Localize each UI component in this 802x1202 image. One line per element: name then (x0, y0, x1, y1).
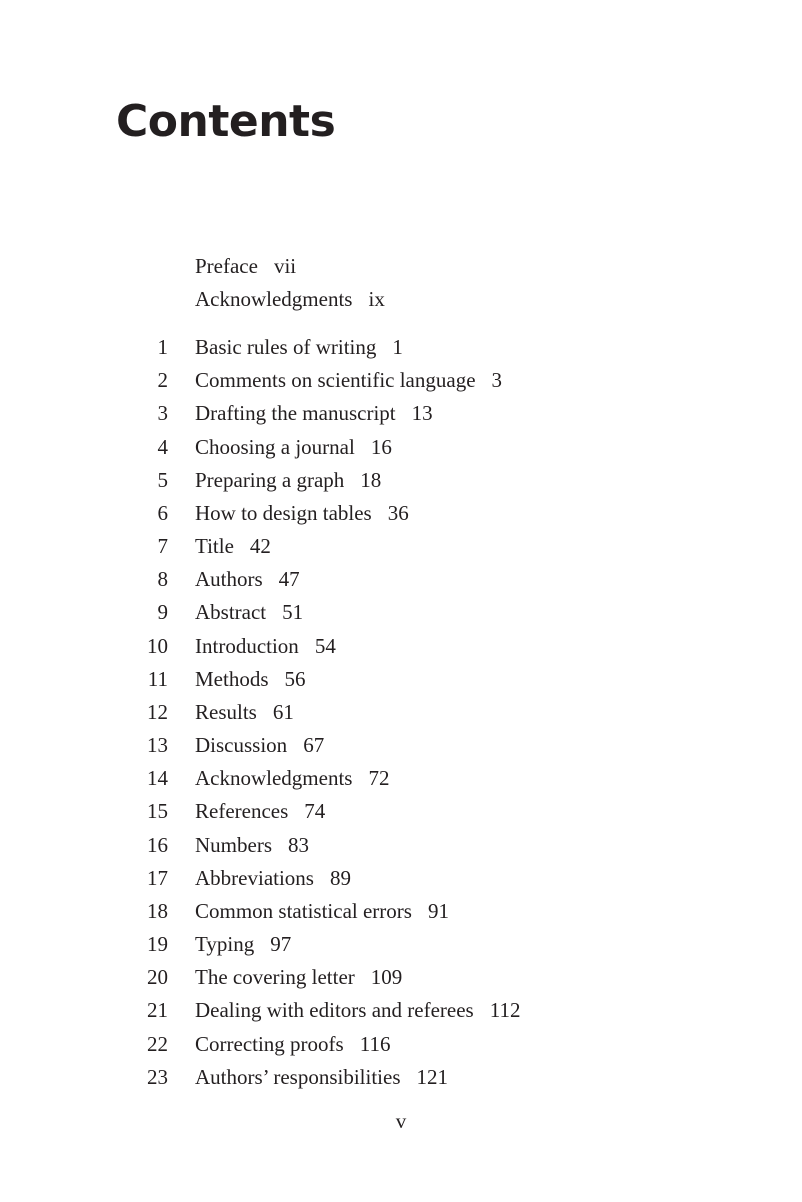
toc-chapter-number: 8 (157, 567, 168, 591)
toc-chapter-title: Title (195, 534, 234, 558)
toc-chapter-page: 72 (368, 766, 390, 790)
toc-chapter-number: 14 (147, 766, 168, 790)
toc-chapter-number: 6 (157, 501, 168, 525)
toc-chapter-page: 89 (329, 866, 351, 890)
toc-chapter-page: 74 (304, 799, 326, 823)
toc-chapter-title: Authors (195, 567, 263, 591)
toc-chapter-title: Numbers (195, 833, 272, 857)
toc-chapter-number: 22 (147, 1032, 168, 1056)
toc-chapter-title: Typing (195, 932, 255, 956)
page-number: v (395, 1109, 407, 1133)
toc-chapter-title: Acknowledgments (195, 766, 353, 790)
toc-chapter-number: 18 (147, 899, 168, 923)
toc-chapter-title: Abstract (195, 600, 267, 624)
toc-chapter-page: 97 (270, 932, 292, 956)
toc-chapter-title: Introduction (195, 634, 299, 658)
toc-chapter-page: 112 (489, 998, 521, 1022)
toc-chapter-title: References (195, 799, 289, 823)
toc-chapter-title: Discussion (195, 733, 288, 757)
toc-chapter-page: 1 (392, 335, 403, 359)
toc-chapter-number: 23 (147, 1065, 168, 1089)
toc-chapter-page: 109 (370, 965, 403, 989)
toc-chapter-page: 18 (360, 468, 382, 492)
toc-entry-page: ix (368, 287, 385, 311)
toc-chapter-page: 3 (491, 368, 503, 392)
toc-chapter-title: Drafting the manuscript (195, 401, 396, 425)
toc-chapter-page: 16 (370, 435, 392, 459)
toc-chapter-page: 91 (427, 899, 449, 923)
toc-chapter-number: 7 (157, 534, 168, 558)
toc-chapter-page: 56 (284, 667, 306, 691)
toc-chapter-number: 21 (147, 998, 168, 1022)
toc-chapter-number: 12 (147, 700, 168, 724)
toc-entry-title: Preface (195, 254, 258, 278)
toc-chapter-title: Authors’ responsibilities (195, 1065, 401, 1089)
toc-chapter-title: How to design tables (195, 501, 372, 525)
toc-chapter-title: Methods (195, 667, 269, 691)
toc-chapter-title: Comments on scientific language (195, 368, 476, 392)
toc-chapter-page: 54 (314, 634, 336, 658)
toc-chapter-number: 1 (157, 335, 168, 359)
toc-chapter-page: 61 (272, 700, 294, 724)
toc-chapter-title: Abbreviations (195, 866, 314, 890)
toc-chapter-number: 20 (147, 965, 168, 989)
toc-chapter-number: 9 (157, 600, 168, 624)
toc-chapter-number: 19 (147, 932, 168, 956)
toc-chapter-page: 51 (282, 600, 304, 624)
toc-chapter-number: 5 (157, 468, 168, 492)
toc-chapter-title: Common statistical errors (195, 899, 412, 923)
toc-chapter-number: 3 (157, 401, 168, 425)
toc-chapter-number: 17 (147, 866, 168, 890)
toc-chapter-number: 13 (147, 733, 168, 757)
toc-chapter-number: 4 (157, 435, 168, 459)
toc-chapter-title: The covering letter (195, 965, 355, 989)
toc-chapter-page: 36 (387, 501, 409, 525)
toc-chapter-number: 15 (147, 799, 168, 823)
toc-chapter-title: Choosing a journal (195, 435, 355, 459)
toc-chapter-number: 11 (147, 667, 168, 691)
toc-chapter-page: 83 (288, 833, 309, 857)
toc-entry-page: vii (273, 254, 297, 278)
toc-chapter-page: 47 (278, 567, 300, 591)
toc-chapter-page: 13 (411, 401, 433, 425)
toc-chapter-title: Basic rules of writing (195, 335, 377, 359)
toc-chapter-number: 16 (147, 833, 168, 857)
toc-chapter-title: Results (195, 700, 257, 724)
toc-chapter-page: 42 (249, 534, 271, 558)
toc-chapter-title: Preparing a graph (195, 468, 345, 492)
toc-chapter-page: 67 (303, 733, 325, 757)
toc-chapter-number: 10 (147, 634, 168, 658)
toc-chapter-page: 121 (416, 1065, 449, 1089)
toc-chapter-number: 2 (157, 368, 168, 392)
page-title: Contents (116, 96, 336, 147)
toc-chapter-title: Correcting proofs (195, 1032, 344, 1056)
toc-chapter-page: 116 (359, 1032, 391, 1056)
toc-entry-title: Acknowledgments (195, 287, 353, 311)
toc-chapter-title: Dealing with editors and referees (195, 998, 474, 1022)
